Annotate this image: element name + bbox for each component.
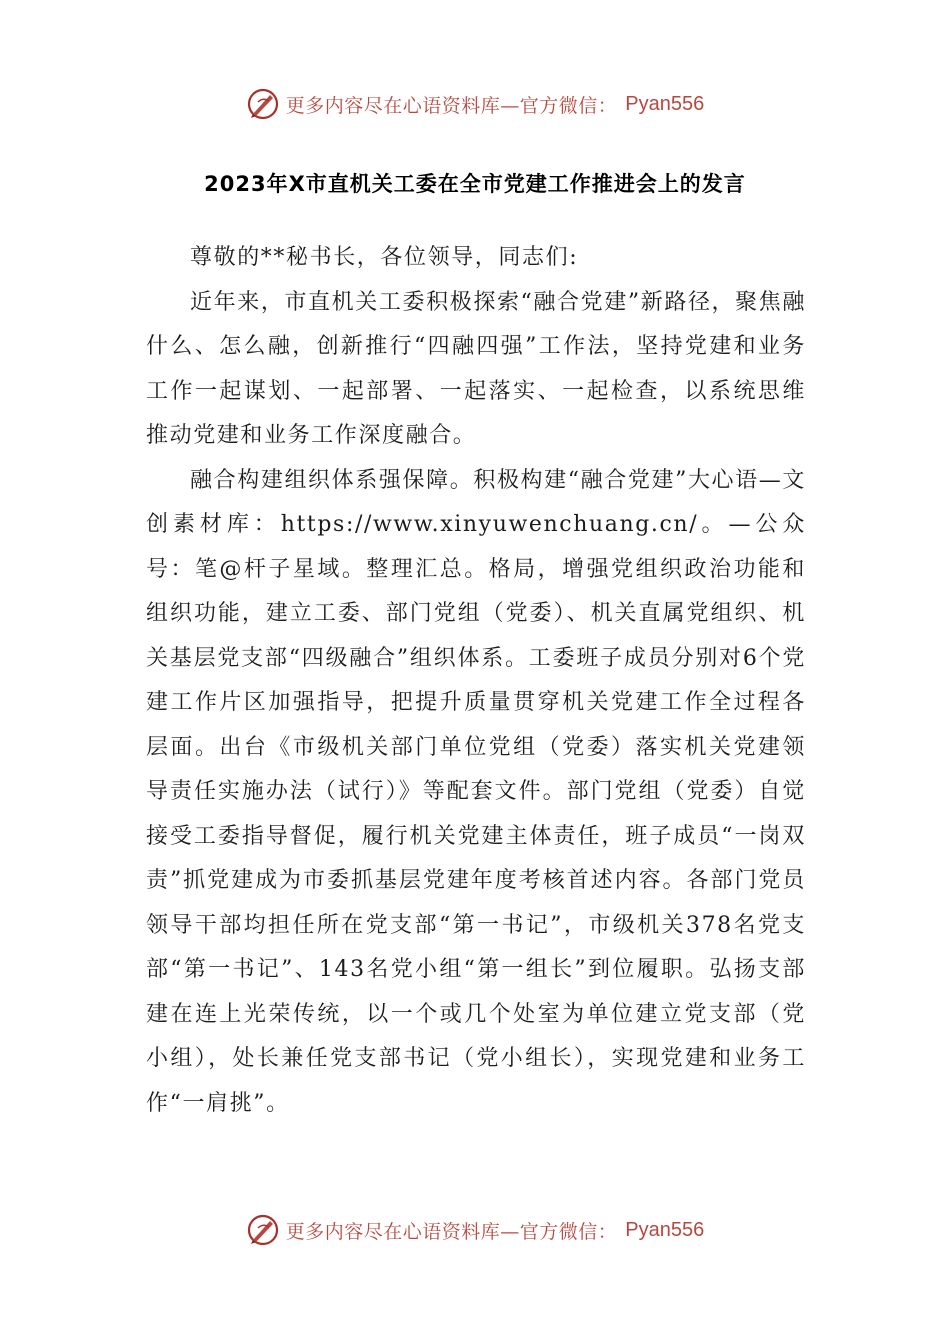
paragraph: 融合构建组织体系强保障。积极构建“融合党建”大心语—文创素材库：https://www.xinyuwenchuang.cn/。—公众号：笔@杆子星域。整理汇总。格局，增强党组织政治功能和组织功能，建立工委、部门党组（党委）、机关直属党组织、机关基层党支部“四级融合”组织体系。工委班子成员分别对6个党建工作片区加强指导，把提升质量贯穿机关党建工作全过程各层面。出台《市级机关部门单位党组（党委）落实机关党建领导责任实施办法（试行）》等配套文件。部门党组（党委）自觉接受工委指导督促，履行机关党建主体责任，班子成员“一岗双责”抓党建成为市委抓基层党建年度考核首述内容。各部门党员领导干部均担任所在党支部“第一书记”，市级机关378名党支部“第一书记”、143名党小组“第一组长”到位履职。弘扬支部建在连上光荣传统，以一个或几个处室为单位建立党支部（党小组），处长兼任党支部书记（党小组长），实现党建和业务工作“一肩挑”。	[146, 467, 806, 1116]
pen-logo-icon	[246, 87, 280, 121]
footer-banner	[0, 1210, 950, 1250]
pen-logo-icon	[246, 1213, 280, 1247]
document-body	[146, 236, 806, 1126]
wechat-id: Pyan556	[625, 92, 705, 115]
wechat-id: Pyan556	[625, 1218, 705, 1241]
paragraph: 近年来，市直机关工委积极探索“融合党建”新路径，聚焦融什么、怎么融，创新推行“四融四强”工作法，坚持党建和业务工作一起谋划、一起部署、一起落实、一起检查，以系统思维推动党建和业务工作深度融合。	[146, 289, 806, 448]
banner-text: 更多内容尽在心语资料库—官方微信：	[285, 94, 618, 117]
header-banner	[0, 84, 950, 124]
document-title: 2023年X市直机关工委在全市党建工作推进会上的发言	[204, 172, 746, 196]
banner-text: 更多内容尽在心语资料库—官方微信：	[285, 1220, 618, 1243]
salutation: 尊敬的**秘书长，各位领导，同志们:	[190, 245, 579, 270]
